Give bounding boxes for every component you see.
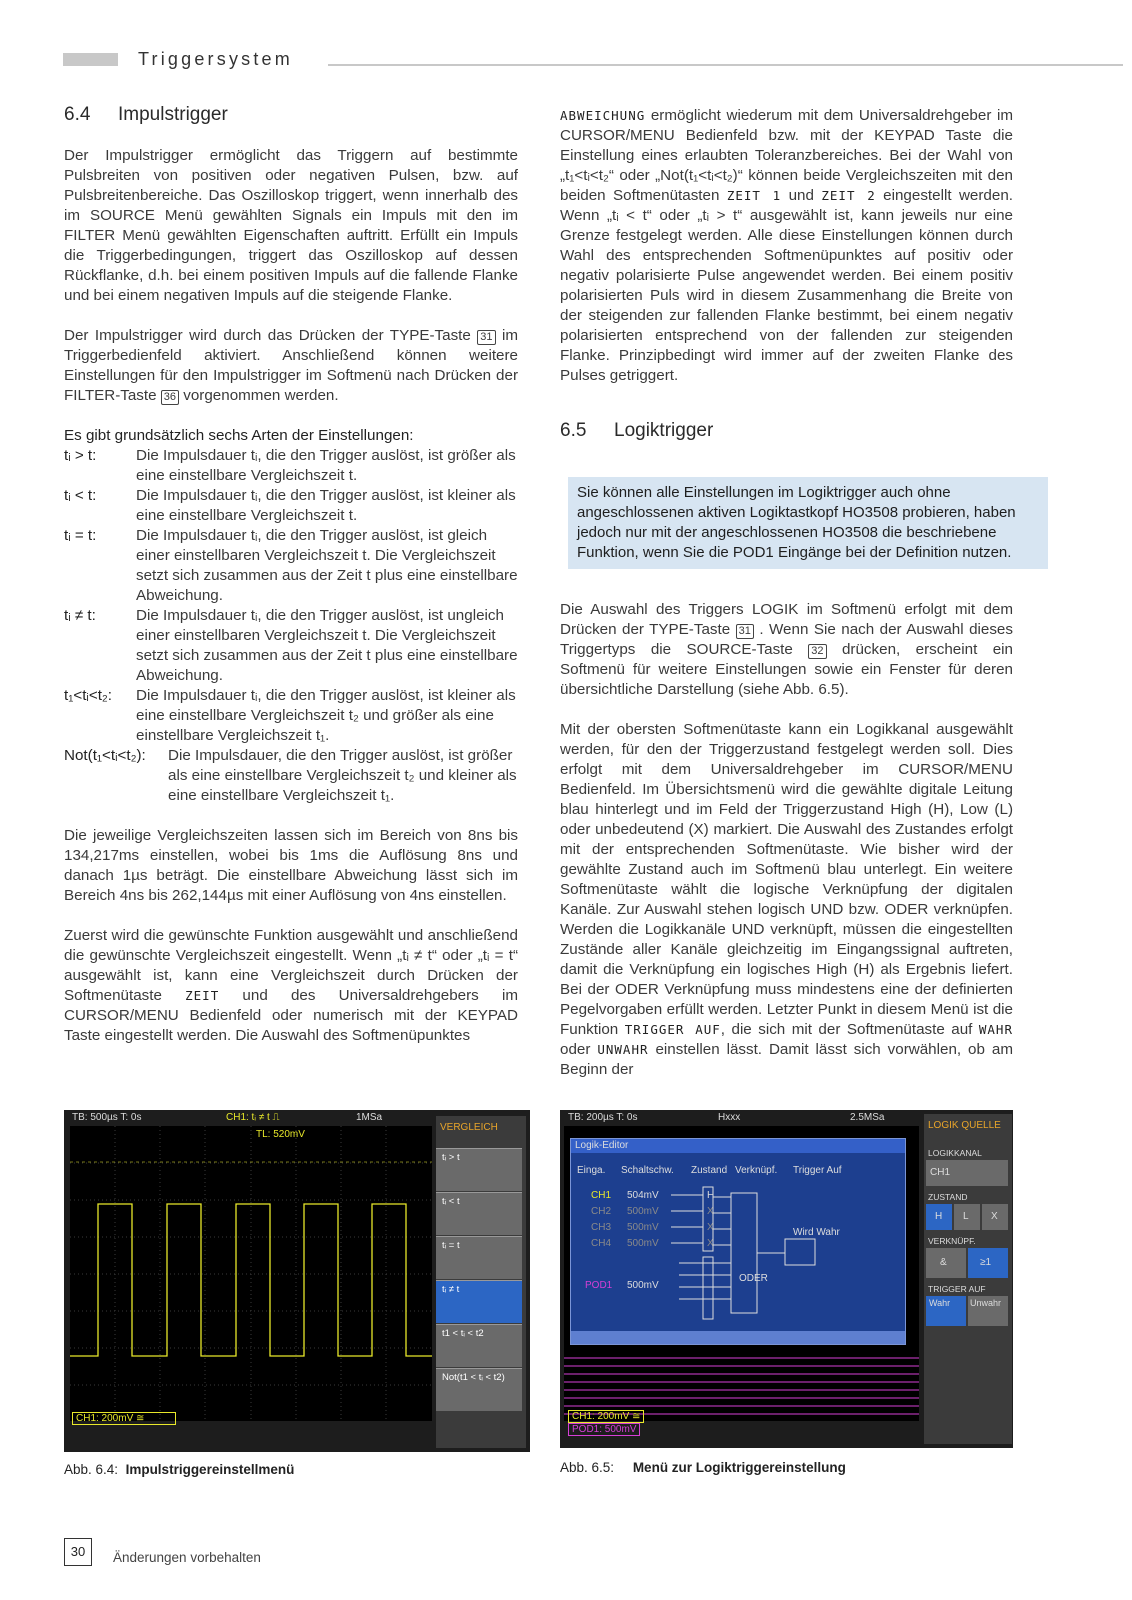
editor-scrollbar[interactable]	[571, 1331, 905, 1344]
softkey-t1-ti-t2[interactable]: t1 < tᵢ < t2	[436, 1324, 522, 1367]
softkey-label: TRIGGER AUF	[624, 1022, 721, 1037]
footer-note: Änderungen vorbehalten	[113, 1550, 261, 1565]
section-title: Logiktrigger	[614, 420, 714, 441]
softkey-label: UNWAHR	[597, 1042, 649, 1057]
softkey-ti-greater-t[interactable]: tᵢ > t	[436, 1148, 522, 1191]
channel-state: H	[707, 1190, 715, 1201]
softkey-ti-not-equal-t[interactable]: tᵢ ≠ t	[436, 1280, 522, 1323]
paragraph: ABWEICHUNG ermöglicht wiederum mit dem Universaldrehgeber im CURSOR/MENU Bedienfeld bzw. mit der KEYPAD Taste die Einstellung eines erlaubten Toleranzbereiches. Bei der Wahl von „t₁<tᵢ<t₂“ oder „Not(t₁<tᵢ<t₂)“ können beide Vergleichszeiten mit den beiden Softmenütasten ZEIT 1 und ZEIT 2 eingestellt werden. Wenn „tᵢ < t“ oder „tᵢ > t“ ausgewählt ist, kann jeweils nur eine Grenze festgelegt werden. Alle diese Einstellungen können durch Wahl des entsprechenden Softmenüpunktes auf positiv oder negativ polarisierte Pulse angewendet werden. Bei einem positiv polarisierten Puls wird in diesem Zusammenhang die Breite von der steigenden zur fallenden Flanke bestimmt, bei einem negativ polarisierten entsprechend von der fallenden zur steigenden Flanke. Prinzipbedingt wird immer auf der zweiten Flanke des Pulses getriggert.	[560, 107, 1013, 384]
figure-logic-trigger-screen	[560, 1110, 1013, 1448]
menu-section-label: TRIGGER AUF	[928, 1284, 986, 1294]
figure-caption-6-5: Abb. 6.5: Menü zur Logiktriggereinstellung	[560, 1460, 846, 1475]
softkey-label: ZEIT 2	[821, 188, 876, 203]
state-high-button[interactable]: H	[926, 1204, 952, 1230]
logic-channel-select[interactable]: CH1	[926, 1160, 1008, 1186]
section-number: 6.4	[64, 104, 91, 125]
paragraph: Der Impulstrigger ermöglicht das Triggern auf bestimmte Pulsbreiten von positiven oder negativen Pulsen, bzw. auf Pulsbreitenbereiche. Das Oszilloskop triggert, wenn innerhalb des im SOURCE Menü gewählten Signals ein Impuls mit den im FILTER Menü gewählten Eigenschaften auftritt. Erfüllt ein Impuls die Triggerbedingungen, triggert das Oszilloskop auf dessen Rückflanke, d.h. bei einem positiven Impuls auf die fallende Flanke und bei einem negativen Impuls auf die steigende Flanke.	[64, 147, 518, 304]
channel-scale-label: CH1: 200mV ≅	[72, 1412, 176, 1425]
timebase-label: TB: 200µs T: 0s	[568, 1112, 638, 1123]
channel-name: CH4	[591, 1238, 612, 1249]
softkey-not-t1-ti-t2[interactable]: Not(t1 < tᵢ < t2)	[436, 1368, 522, 1411]
header-bar	[63, 53, 118, 66]
key-reference: 31	[736, 624, 754, 639]
header-rule	[328, 64, 1123, 66]
section-heading-6-5	[560, 420, 713, 442]
pod-scale-label: POD1: 500mV	[568, 1423, 640, 1436]
column-header: Verknüpf.	[735, 1165, 778, 1176]
paragraph: Die Auswahl des Triggers LOGIK im Softmenü erfolgt mit dem Drücken der TYPE-Taste 31 . Wenn Sie nach der Auswahl dieses Triggertyps die SOURCE-Taste 32 drücken, erscheint ein Softmenü für weitere Einstellungen sowie ein Fenster für deren übersichtliche Darstellung (siehe Abb. 6.5).	[560, 601, 1013, 698]
column-header: Einga.	[577, 1165, 606, 1176]
softkey-label: ZEIT	[185, 988, 220, 1003]
trigger-false-button[interactable]: Unwahr	[968, 1296, 1008, 1326]
state-low-button[interactable]: L	[954, 1204, 980, 1230]
logic-editor-window	[570, 1138, 906, 1345]
right-column-top	[560, 106, 1013, 406]
paragraph: Zuerst wird die gewünschte Funktion ausgewählt und anschließend die gewünschte Vergleichszeit eingestellt. Wenn „tᵢ ≠ t“ oder „tᵢ = t“ ausgewählt ist, kann eine Vergleichszeit durch Drücken der Softmenütaste ZEIT und des Universaldrehgebers im CURSOR/MENU Bedienfeld oder numerisch mit der KEYPAD Taste eingestellt werden. Die Auswahl des Softmenüpunktes	[64, 927, 518, 1044]
channel-trigger-label: CH1: tᵢ ≠ t ⎍	[226, 1112, 280, 1123]
key-reference: 36	[161, 390, 179, 405]
trigger-condition-label: Wird Wahr	[793, 1227, 840, 1238]
softmenu-title: LOGIK QUELLE	[928, 1120, 1001, 1131]
left-column	[64, 146, 518, 1066]
channel-state: X	[707, 1238, 714, 1249]
channel-state: X	[707, 1206, 714, 1217]
key-reference: 32	[808, 644, 826, 659]
channel-state: X	[707, 1222, 714, 1233]
paragraph: Mit der obersten Softmenütaste kann ein Logikkanal ausgewählt werden, für den der Triggerzustand festgelegt werden soll. Dies erfolgt mit dem Universaldrehgeber im CURSOR/MENU Bedienfeld. Im Übersichtsmenü wird die gewählte digitale Leitung blau hinterlegt und im Feld der Triggerzustand High (H), Low (L) oder unbedeutend (X) markiert. Die Auswahl des Zustandes erfolgt mit der entsprechenden Softmenütaste. Wie bisher wird der gewählte Zustand auch im Softmenü blau unterlegt. Ein weitere Softmenütaste wählt die logische Verknüpfung der digitalen Kanäle. Zur Auswahl stehen logisch UND bzw. ODER verknüpfen. Werden die Logikkanäle UND verknüpft, müssen die eingestellten Zustände aller Kanäle gleichzeitig im Eingangssignal auftreten, damit die Verknüpfung ein logisches High (H) als Ergebnis liefert. Bei der ODER Verknüpfung muss mindestens eine der definierten Pegelvorgaben erfüllt werden. Letzter Punkt in diesem Menü ist die Funktion TRIGGER AUF, die sich mit der Softmenütaste auf WAHR oder UNWAHR einstellen lässt. Damit lässt sich vorwählen, ob am Beginn der	[560, 721, 1013, 1078]
column-header: Trigger Auf	[793, 1165, 842, 1176]
definition-item: tᵢ ≠ t: Die Impulsdauer tᵢ, die den Trigger auslöst, ist ungleich einer einstellbaren Vergleichszeit t. Die Vergleichszeit setzt sich zusammen aus der Zeit t plus eine einstellbare Abweichung.	[64, 607, 518, 684]
definition-item: tᵢ > t: Die Impulsdauer tᵢ, die den Trigger auslöst, ist größer als eine einstellbare Vergleichszeit t.	[64, 447, 516, 484]
softmenu-title: VERGLEICH	[440, 1122, 498, 1133]
figure-impulse-trigger-screen	[64, 1110, 530, 1452]
definition-item: t₁<tᵢ<t₂: Die Impulsdauer tᵢ, die den Trigger auslöst, ist kleiner als eine einstellbare Vergleichszeit t₂ und größer als eine einstellbare Vergleichszeit t₁.	[64, 687, 516, 744]
channel-name: CH3	[591, 1222, 612, 1233]
list-heading: Es gibt grundsätzlich sechs Arten der Einstellungen:	[64, 427, 414, 444]
softkey-label: WAHR	[978, 1022, 1013, 1037]
state-dontcare-button[interactable]: X	[982, 1204, 1008, 1230]
info-note: Sie können alle Einstellungen im Logiktrigger auch ohne angeschlossenen aktiven Logiktastkopf HO3508 probieren, haben jedoch nur mit der angeschlossenen HO3508 die beschriebene Funktion, wenn Sie die POD1 Eingänge bei der Definition nutzen.	[568, 477, 1048, 569]
editor-title: Logik-Editor	[575, 1140, 629, 1151]
paragraph: Die jeweilige Vergleichszeiten lassen sich im Bereich von 8ns bis 134,217ms einstellen, wobei bis 1ms die Auflösung 8ns und danach 1µs beträgt. Die einstellbare Abweichung lässt sich im Bereich 4ns bis 262,144µs mit einer Auflösung von 4ns einstellen.	[64, 827, 518, 904]
channel-threshold: 500mV	[627, 1206, 659, 1217]
logic-diagram-svg	[661, 1183, 821, 1323]
pod-threshold: 500mV	[627, 1280, 659, 1291]
trigger-level-label: TL: 520mV	[256, 1129, 305, 1140]
logic-pattern-label: Hxxx	[718, 1112, 741, 1123]
key-reference: 31	[477, 330, 495, 345]
page-number: 30	[64, 1538, 92, 1566]
pod-name: POD1	[585, 1280, 613, 1291]
menu-section-label: LOGIKKANAL	[928, 1148, 982, 1158]
paragraph: Der Impulstrigger wird durch das Drücken der TYPE-Taste 31 im Triggerbedienfeld aktiviert. Anschließend können weitere Einstellungen für den Impulstrigger im Softmenü nach Drücken der FILTER-Taste 36 vorgenommen werden.	[64, 327, 518, 404]
definition-list	[64, 446, 518, 806]
timebase-label: TB: 500µs T: 0s	[72, 1112, 142, 1123]
running-header: Triggersystem	[138, 49, 293, 69]
menu-section-label: VERKNÜPF.	[928, 1236, 976, 1246]
channel-scale-label: CH1: 200mV ≅	[568, 1410, 644, 1423]
sample-rate-label: 2.5MSa	[850, 1112, 885, 1123]
column-header: Schaltschw.	[621, 1165, 674, 1176]
softkey-ti-equal-t[interactable]: tᵢ = t	[436, 1236, 522, 1279]
section-heading-6-4	[64, 104, 228, 126]
figure-caption-6-4: Abb. 6.4: Impulstriggereinstellmenü	[64, 1462, 295, 1477]
and-button[interactable]: &	[926, 1248, 966, 1278]
channel-name: CH1	[591, 1190, 612, 1201]
sample-rate-label: 1MSa	[356, 1112, 383, 1123]
channel-threshold: 504mV	[627, 1190, 659, 1201]
definition-item: tᵢ < t: Die Impulsdauer tᵢ, die den Trigger auslöst, ist kleiner als eine einstellbare Vergleichszeit t.	[64, 487, 516, 524]
waveform-svg	[70, 1126, 432, 1421]
softkey-ti-less-t[interactable]: tᵢ < t	[436, 1192, 522, 1235]
definition-item: tᵢ = t: Die Impulsdauer tᵢ, die den Trigger auslöst, ist gleich einer einstellbaren Vergleichszeit t. Die Vergleichszeit setzt sich zusammen aus der Zeit t plus eine einstellbare Abweichung.	[64, 527, 518, 604]
softkey-label: ZEIT 1	[726, 188, 782, 203]
softmenu-panel	[924, 1114, 1012, 1444]
or-button[interactable]: ≥1	[968, 1248, 1008, 1278]
section-number: 6.5	[560, 420, 587, 441]
channel-threshold: 500mV	[627, 1238, 659, 1249]
right-column-bottom	[560, 600, 1013, 1100]
column-header: Zustand	[691, 1165, 728, 1176]
trigger-true-button[interactable]: Wahr	[926, 1296, 966, 1326]
waveform-area	[70, 1126, 432, 1421]
channel-name: CH2	[591, 1206, 612, 1217]
definition-item: Not(t₁<tᵢ<t₂): Die Impulsdauer, die den Trigger auslöst, ist größer als eine einstellbare Vergleichszeit t₂ und kleiner als eine einstellbare Vergleichszeit t₁.	[64, 747, 517, 804]
section-title: Impulstrigger	[118, 104, 228, 125]
menu-section-label: ZUSTAND	[928, 1192, 968, 1202]
operator-label: ODER	[739, 1273, 768, 1284]
channel-threshold: 500mV	[627, 1222, 659, 1233]
softkey-label: ABWEICHUNG	[560, 108, 646, 123]
